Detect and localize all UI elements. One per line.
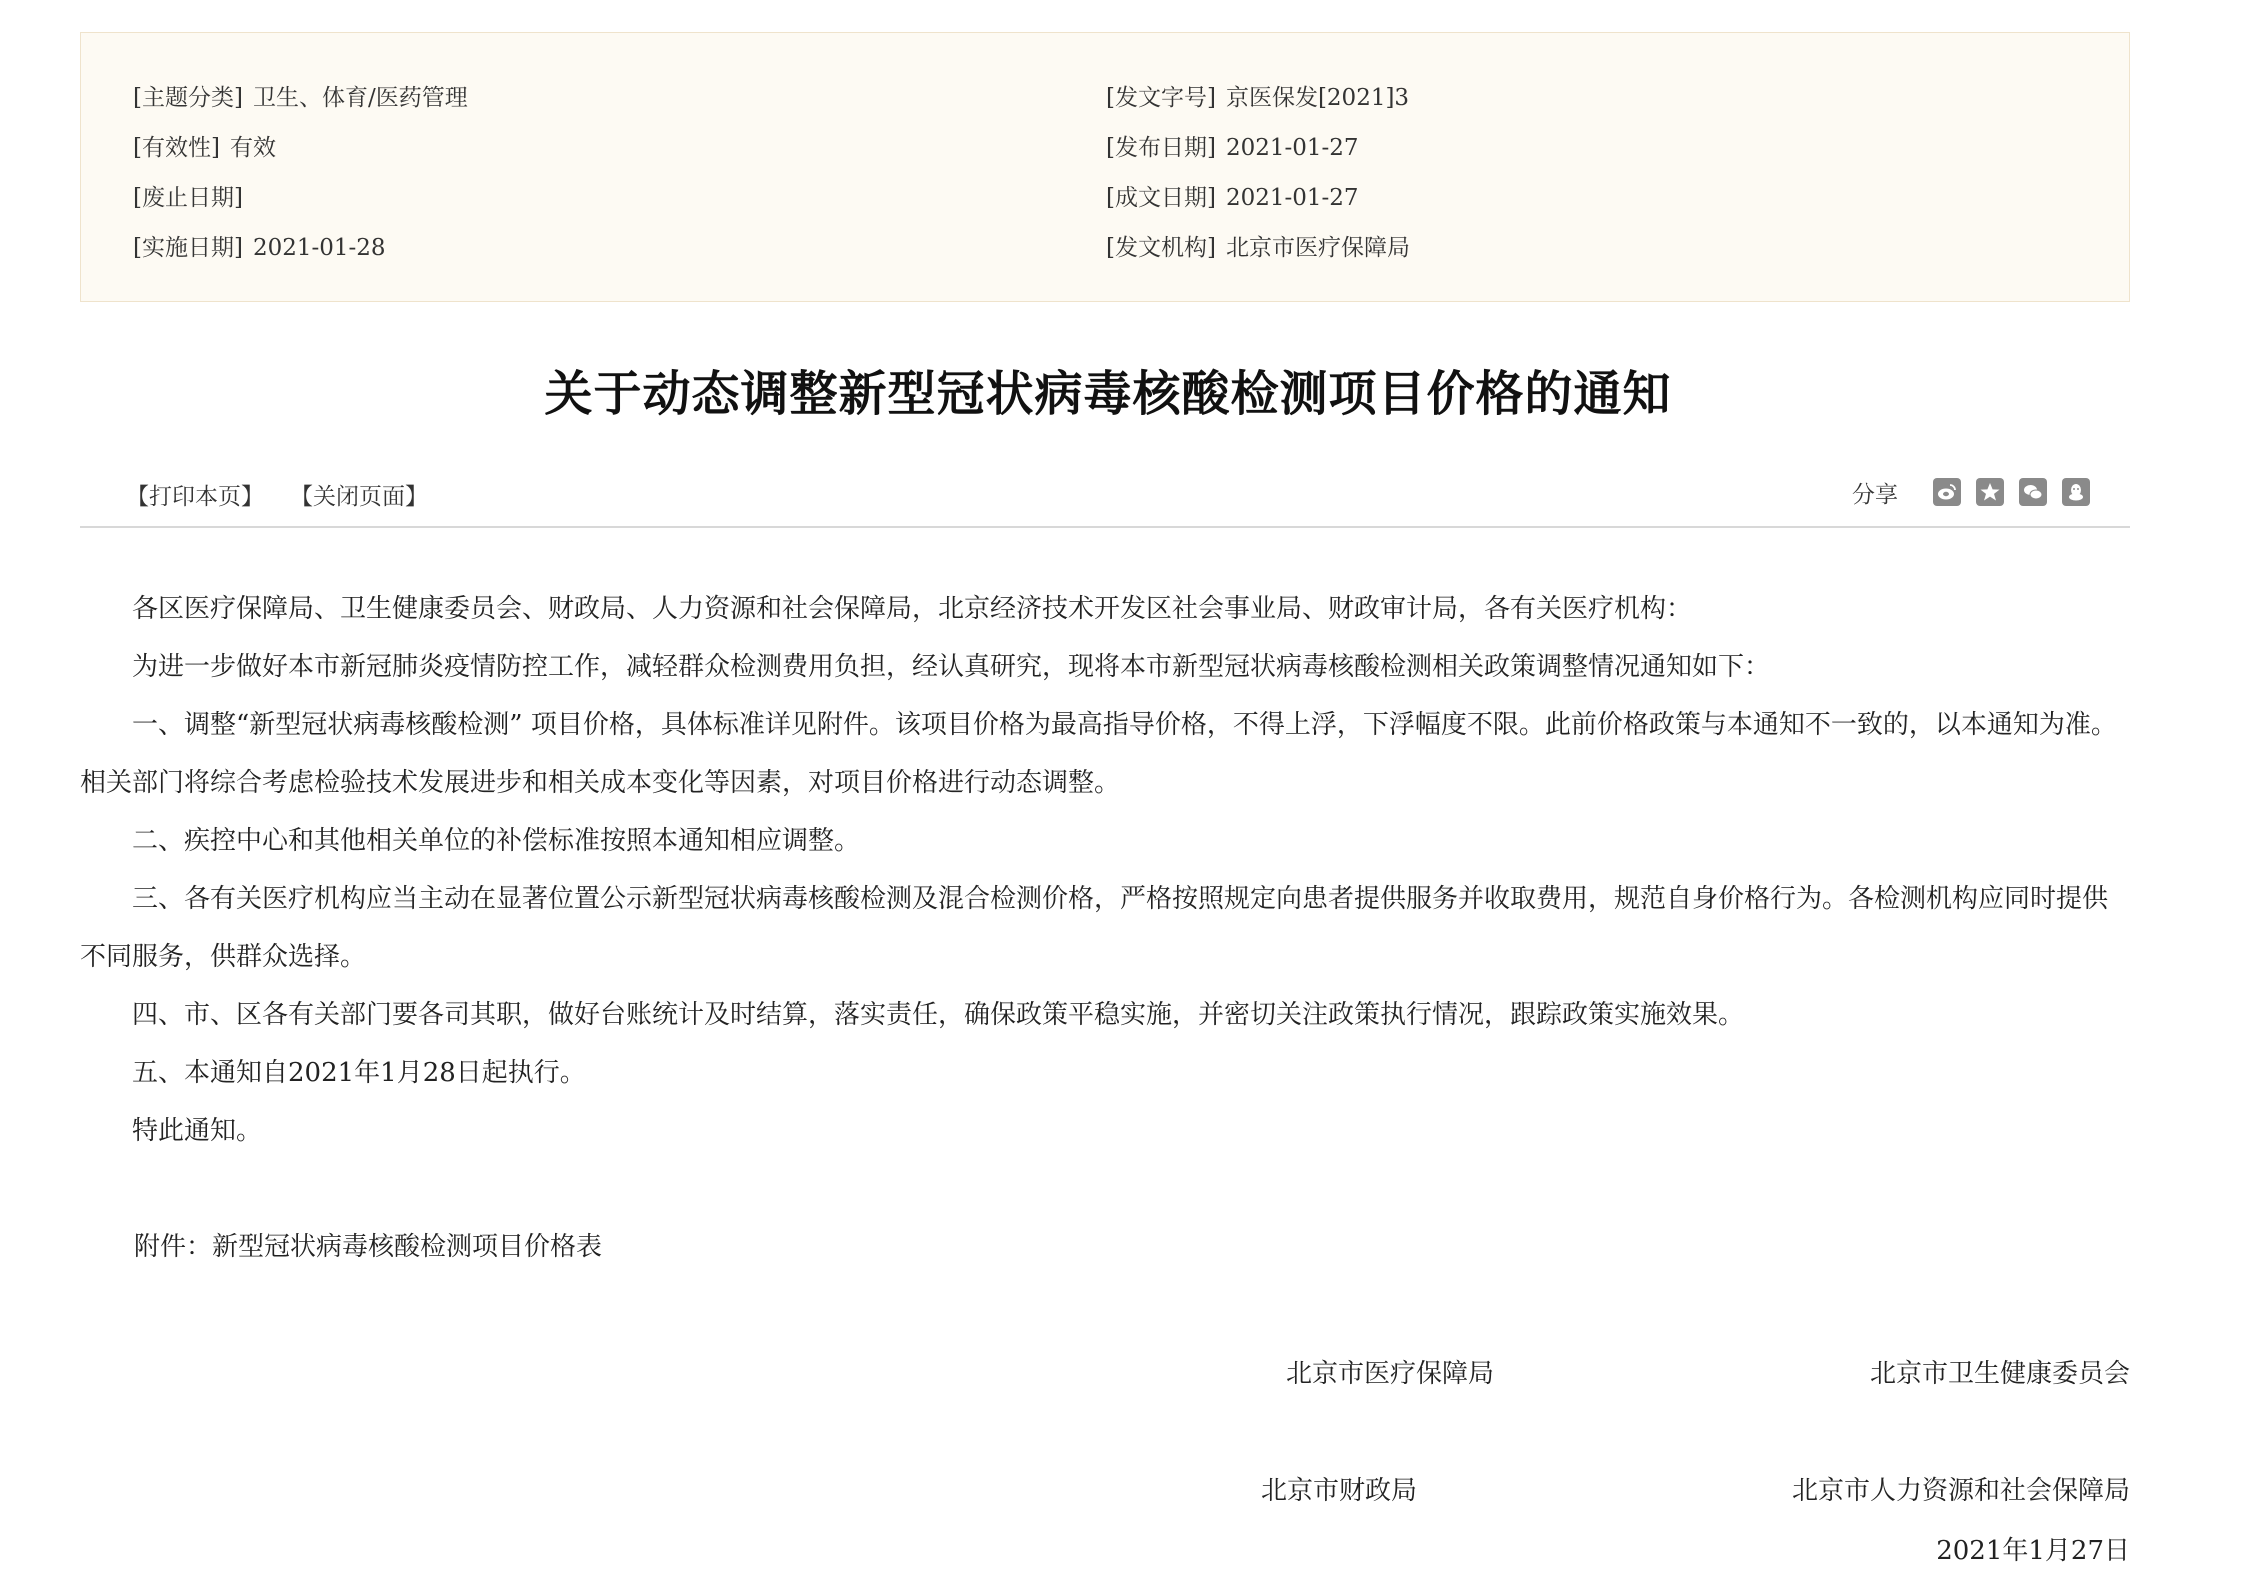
body-paragraph: 三、各有关医疗机构应当主动在显著位置公示新型冠状病毒核酸检测及混合检测价格，严格按照规定向患者提供服务并收取费用，规范自身价格行为。各检测机构应同时提供不同服务，供群众选择。 [80, 884, 2109, 972]
meta-key: [有效性] [133, 135, 220, 161]
attachment-link[interactable]: 附件：新型冠状病毒核酸检测项目价格表 [134, 1232, 603, 1262]
body-paragraph: 五、本通知自2021年1月28日起执行。 [132, 1058, 586, 1088]
qq-icon[interactable] [2062, 478, 2090, 506]
meta-document-number [1106, 73, 1410, 123]
page-title: 关于动态调整新型冠状病毒核酸检测项目价格的通知 [544, 366, 1672, 422]
meta-key: [发文字号] [1106, 85, 1216, 111]
body-paragraph: 各区医疗保障局、卫生健康委员会、财政局、人力资源和社会保障局，北京经济技术开发区社会事业局、财政审计局，各有关医疗机构： [132, 594, 1693, 624]
signature-human-resources-bureau: 北京市人力资源和社会保障局 [1791, 1476, 2130, 1506]
meta-written-date [1106, 173, 1410, 223]
meta-key: [实施日期] [133, 235, 243, 261]
meta-key: [废止日期] [133, 185, 243, 211]
body-paragraph: 二、疾控中心和其他相关单位的补偿标准按照本通知相应调整。 [132, 826, 861, 856]
metadata-left-column [133, 73, 468, 273]
meta-value: 卫生、体育/医药管理 [252, 85, 468, 111]
signature-health-commission: 北京市卫生健康委员会 [1869, 1359, 2130, 1389]
meta-publish-date [1106, 123, 1410, 173]
meta-value: 2021-01-27 [1225, 185, 1359, 211]
meta-value: 2021-01-28 [252, 235, 386, 261]
meta-key: [发文机构] [1106, 235, 1216, 261]
body-paragraph: 为进一步做好本市新冠肺炎疫情防控工作，减轻群众检测费用负担，经认真研究，现将本市新型冠状病毒核酸检测相关政策调整情况通知如下： [132, 652, 1771, 682]
body-paragraph: 四、市、区各有关部门要各司其职，做好台账统计及时结算，落实责任，确保政策平稳实施，并密切关注政策执行情况，跟踪政策实施效果。 [132, 1000, 1745, 1030]
meta-issuing-agency [1106, 223, 1410, 273]
meta-key: [发布日期] [1106, 135, 1216, 161]
signature-date: 2021年1月27日 [1936, 1536, 2130, 1566]
close-page-link[interactable]: 【关闭页面】 [290, 484, 428, 510]
wechat-icon[interactable] [2019, 478, 2047, 506]
page-toolbar [80, 472, 2130, 528]
signature-finance-bureau: 北京市财政局 [1260, 1476, 1417, 1506]
meta-value: 2021-01-27 [1225, 135, 1359, 161]
share-bar [1852, 476, 2090, 508]
qzone-icon[interactable] [1976, 478, 2004, 506]
notice-body [80, 580, 2130, 1160]
meta-subject-category [133, 73, 468, 123]
body-paragraph: 一、调整“新型冠状病毒核酸检测” 项目价格，具体标准详见附件。该项目价格为最高指导价格，不得上浮，下浮幅度不限。此前价格政策与本通知不一致的，以本通知为准。相关部门将综合考虑检验技术发展进步和相关成本变化等因素，对项目价格进行动态调整。 [80, 710, 2117, 798]
meta-key: [主题分类] [133, 85, 243, 111]
meta-value: 北京市医疗保障局 [1225, 235, 1410, 261]
meta-value: 京医保发[2021]3 [1225, 85, 1410, 111]
weibo-icon[interactable] [1933, 478, 1961, 506]
share-label: 分享 [1852, 481, 1898, 508]
print-page-link[interactable]: 【打印本页】 [126, 484, 264, 510]
meta-validity [133, 123, 468, 173]
meta-value: 有效 [229, 135, 276, 161]
meta-effective-date [133, 223, 468, 273]
signature-medical-security-bureau: 北京市医疗保障局 [1285, 1359, 1494, 1389]
meta-abolish-date [133, 173, 468, 223]
body-paragraph: 特此通知。 [132, 1116, 263, 1146]
metadata-right-column [1106, 73, 1410, 273]
document-metadata-panel [80, 32, 2130, 302]
meta-key: [成文日期] [1106, 185, 1216, 211]
